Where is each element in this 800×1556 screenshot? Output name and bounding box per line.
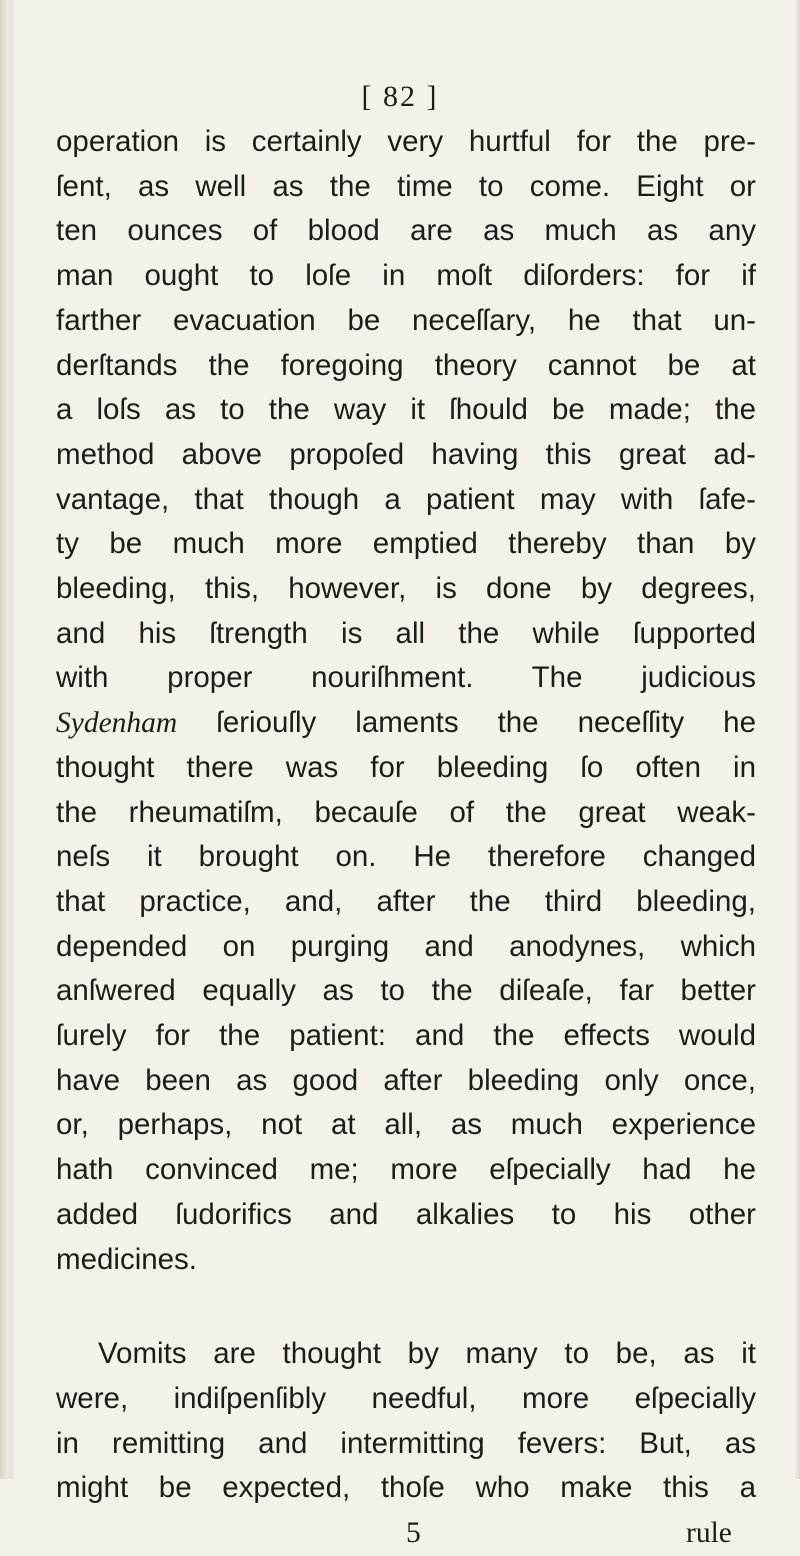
text-line: ſent, as well as the time to come. Eight or xyxy=(56,169,756,203)
paragraph-1 xyxy=(56,120,756,1282)
text-line: and his ſtrength is all the while ſupported xyxy=(56,616,756,650)
text-line: that practice, and, after the third bleeding, xyxy=(56,884,756,918)
page-left-edge xyxy=(0,0,10,1479)
text-line: thought there was for bleeding ſo often in xyxy=(56,750,756,784)
signature-mark: 5 xyxy=(406,1517,421,1550)
text-line: medicines. xyxy=(56,1242,198,1276)
text-line: farther evacuation be neceſſary, he that un- xyxy=(56,303,756,337)
text-line: anſwered equally as to the diſeaſe, far better xyxy=(56,974,756,1008)
catch-line xyxy=(56,1511,756,1551)
text-line: or, perhaps, not at all, as much experience xyxy=(56,1108,756,1142)
text-line: ty be much more emptied thereby than by xyxy=(56,527,756,561)
text-line: have been as good after bleeding only once, xyxy=(56,1063,756,1097)
text-line: the rheumatiſm, becauſe of the great weak- xyxy=(56,795,756,829)
text-line: operation is certainly very hurtful for the pre- xyxy=(56,125,756,158)
text-line: Vomits are thought by many to be, as it xyxy=(98,1337,756,1371)
paragraph-gap xyxy=(56,1282,756,1332)
text-line: vantage, that though a patient may with ſafe- xyxy=(56,482,756,516)
paragraph-2 xyxy=(56,1332,756,1511)
text-line: were, indiſpenſibly needful, more eſpecially xyxy=(56,1381,756,1415)
text-line: neſs it brought on. He therefore changed xyxy=(56,840,756,874)
text-line: might be expected, thoſe who make this a xyxy=(56,1471,756,1505)
text-line xyxy=(56,701,756,746)
text-line-rest: ſeriouſly laments the neceſſity he xyxy=(177,706,756,740)
text-line: hath convinced me; more eſpecially had he xyxy=(56,1153,756,1187)
text-line: a loſs as to the way it ſhould be made; the xyxy=(56,393,756,427)
text-line: added ſudorifics and alkalies to his other xyxy=(56,1197,756,1231)
text-line: with proper nouriſhment. The judicious xyxy=(56,661,756,695)
page-right-edge xyxy=(794,0,800,1479)
spine-shadow xyxy=(10,0,16,1479)
text-line: bleeding, this, however, is done by degrees, xyxy=(56,572,756,606)
italic-name-sydenham: Sydenham xyxy=(56,707,178,740)
text-line: in remitting and intermitting fevers: But, as xyxy=(56,1426,756,1460)
text-line: ten ounces of blood are as much as any xyxy=(56,214,756,248)
page-body xyxy=(56,120,756,1551)
text-line: ſurely for the patient: and the effects would xyxy=(56,1019,756,1053)
catchword: rule xyxy=(686,1517,732,1550)
text-line: derſtands the foregoing theory cannot be at xyxy=(56,348,756,382)
text-line: man ought to loſe in moſt diſorders: for if xyxy=(56,259,756,293)
text-line: method above propoſed having this great ad- xyxy=(56,437,756,471)
text-line: depended on purging and anodynes, which xyxy=(56,929,756,963)
page-number-header: [ 82 ] xyxy=(361,80,439,113)
